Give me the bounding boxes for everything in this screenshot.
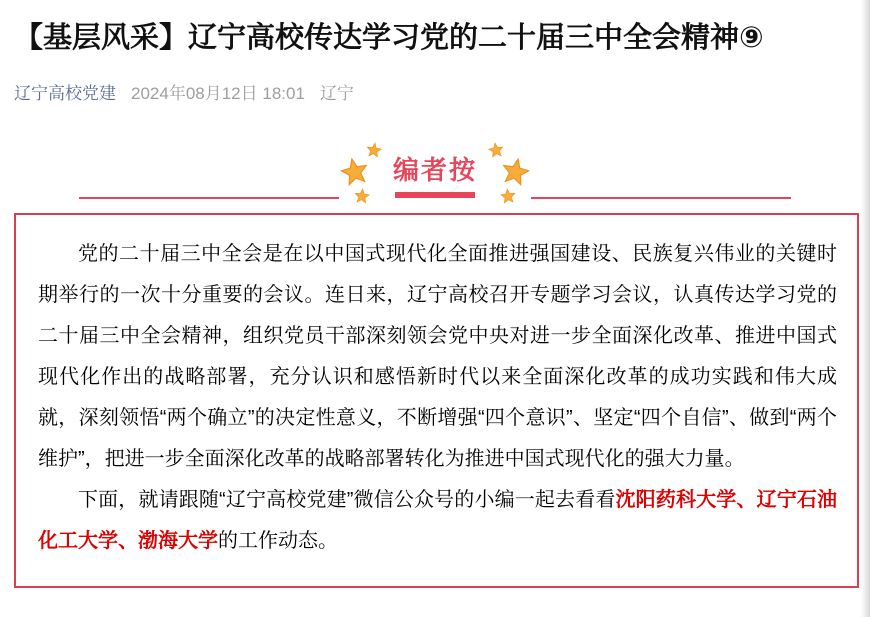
paragraph-2-university-highlight: 沈阳药科大学、辽宁石油化工大学、渤海大学 — [38, 488, 837, 552]
page-edge-shadow — [861, 0, 870, 617]
star-icon — [353, 187, 371, 205]
star-icon — [365, 141, 383, 159]
star-icon — [498, 154, 532, 188]
star-icon — [499, 187, 517, 205]
article-meta — [14, 79, 856, 104]
publish-location: 辽宁 — [319, 83, 354, 103]
publish-date: 2024年08月12日 18:01 — [131, 83, 305, 103]
paragraph-2-tail: 的工作动态。 — [218, 529, 338, 552]
star-cluster-right — [485, 142, 531, 206]
editor-note-badge — [387, 156, 483, 206]
page-title: 【基层风采】辽宁高校传达学习党的二十届三中全会精神⑨ — [14, 22, 764, 54]
star-icon — [337, 154, 371, 188]
editor-note-divider — [0, 142, 870, 206]
editor-note-underline — [395, 192, 475, 198]
star-icon — [487, 141, 505, 159]
paragraph-2-lead: 下面，就请跟随“辽宁高校党建”微信公众号的小编一起去看看 — [78, 488, 616, 511]
divider-line-left — [79, 197, 339, 199]
editor-note-body-box — [14, 213, 859, 588]
paragraph-2 — [38, 480, 837, 562]
star-cluster-left — [339, 142, 385, 206]
divider-line-right — [531, 197, 791, 199]
editor-note-label: 编者按 — [392, 155, 477, 186]
account-name-link[interactable]: 辽宁高校党建 — [14, 83, 116, 103]
paragraph-1: 党的二十届三中全会是在以中国式现代化全面推进强国建设、民族复兴伟业的关键时期举行的一次十分重要的会议。连日来，辽宁高校召开专题学习会议，认真传达学习党的二十届三中全会精神，组织党员干部深刻领会党中央对进一步全面深化改革、推进中国式现代化作出的战略部署，充分认识和感悟新时代以来全面深化改革的成功实践和伟大成就，深刻领悟“两个确立”的决定性意义，不断增强“四个意识”、坚定“四个自信”、做到“两个维护”，把进一步全面深化改革的战略部署转化为推进中国式现代化的强大力量。 — [38, 242, 837, 470]
